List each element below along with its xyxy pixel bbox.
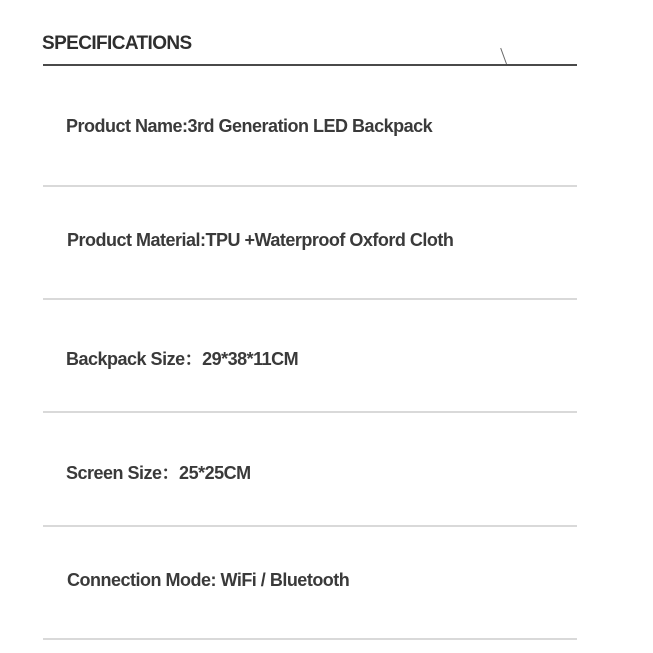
spec-backpack-size: Backpack Size：29*38*11CM	[66, 349, 299, 369]
row-divider	[43, 411, 577, 413]
spec-product-material: Product Material:TPU +Waterproof Oxford Cloth	[67, 230, 454, 250]
row-divider	[43, 185, 577, 187]
header-accent-mark	[500, 48, 507, 64]
spec-product-name: Product Name:3rd Generation LED Backpack	[66, 116, 433, 136]
header-divider	[43, 64, 577, 66]
row-divider	[43, 638, 577, 640]
row-divider	[43, 298, 577, 300]
spec-screen-size: Screen Size：25*25CM	[66, 463, 251, 483]
page-title: SPECIFICATIONS	[42, 33, 192, 54]
spec-connection-mode: Connection Mode: WiFi / Bluetooth	[67, 570, 350, 590]
row-divider	[43, 525, 577, 527]
